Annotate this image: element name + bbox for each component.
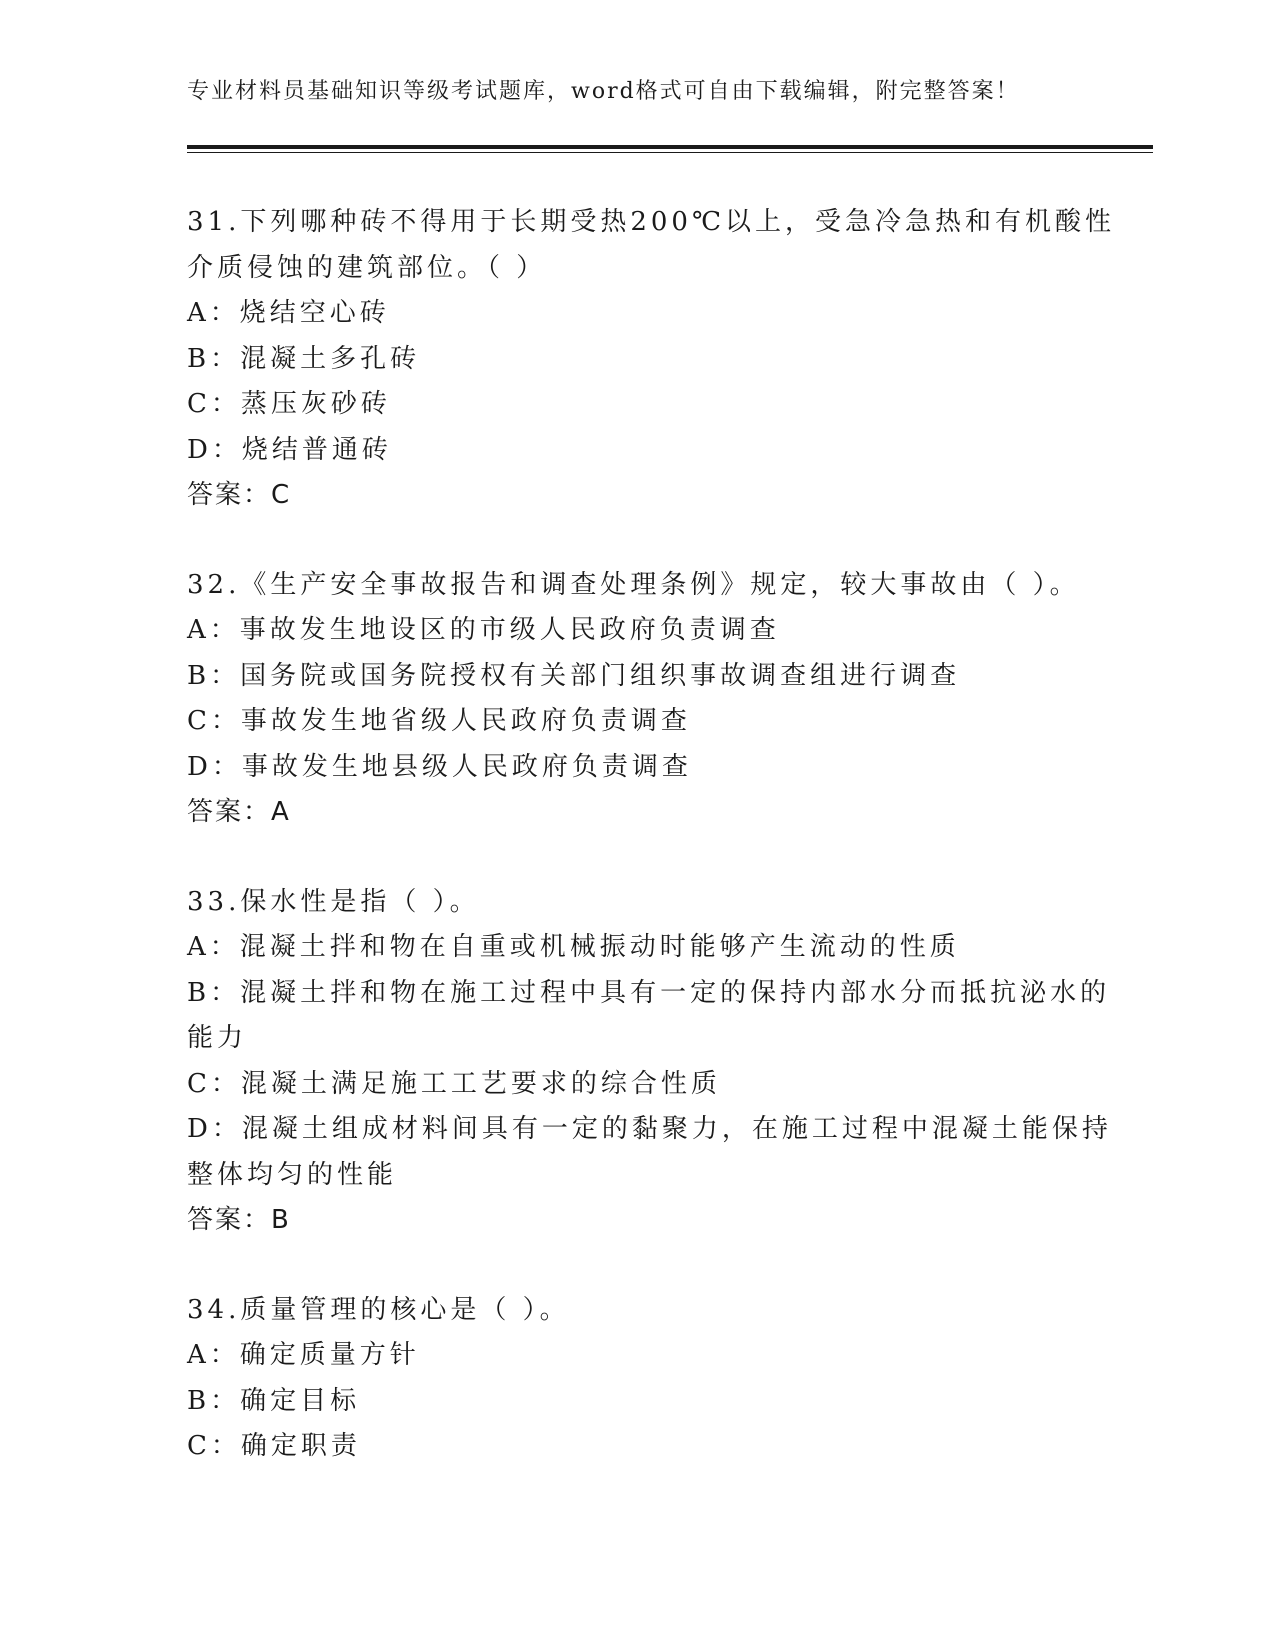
option-a: A：烧结空心砖 bbox=[187, 298, 390, 328]
option-b: B：混凝土拌和物在施工过程中具有一定的保持内部水分而抵抗泌水的 bbox=[187, 977, 1111, 1008]
option-a: A：事故发生地设区的市级人民政府负责调查 bbox=[187, 615, 780, 645]
option-d-continued: 整体均匀的性能 bbox=[187, 1159, 398, 1190]
question-stem: 33.保水性是指（ ）。 bbox=[187, 886, 480, 917]
option-d: D：烧结普通砖 bbox=[187, 434, 392, 465]
question-33 bbox=[187, 880, 1112, 1244]
option-c: C：事故发生地省级人民政府负责调查 bbox=[187, 706, 691, 736]
option-a: A：确定质量方针 bbox=[187, 1340, 420, 1370]
question-32 bbox=[187, 563, 1087, 836]
question-stem: 31.下列哪种砖不得用于长期受热200℃以上，受急冷急热和有机酸性 bbox=[187, 207, 1116, 237]
question-stem: 32.《生产安全事故报告和调查处理条例》规定，较大事故由（ ）。 bbox=[187, 569, 1080, 600]
option-d: D：事故发生地县级人民政府负责调查 bbox=[187, 751, 692, 782]
page-header: 专业材料员基础知识等级考试题库，word格式可自由下载编辑，附完整答案！ bbox=[187, 79, 1020, 104]
option-b: B：确定目标 bbox=[187, 1385, 361, 1416]
option-d: D：混凝土组成材料间具有一定的黏聚力，在施工过程中混凝土能保持 bbox=[187, 1114, 1112, 1144]
question-stem: 介质侵蚀的建筑部位。（ ） bbox=[187, 252, 547, 283]
answer-label: 答案：C bbox=[187, 480, 292, 510]
option-c: C：混凝土满足施工工艺要求的综合性质 bbox=[187, 1068, 721, 1099]
option-b-continued: 能力 bbox=[187, 1023, 248, 1053]
question-31 bbox=[187, 200, 1116, 519]
header-rule-thin bbox=[187, 152, 1153, 153]
option-b: B：国务院或国务院授权有关部门组织事故调查组进行调查 bbox=[187, 660, 961, 691]
question-34 bbox=[187, 1288, 1087, 1470]
answer-label: 答案：A bbox=[187, 797, 291, 827]
option-c: C：蒸压灰砂砖 bbox=[187, 389, 391, 419]
answer-label: 答案：B bbox=[187, 1205, 291, 1235]
question-stem: 34.质量管理的核心是（ ）。 bbox=[187, 1294, 570, 1325]
option-a: A：混凝土拌和物在自重或机械振动时能够产生流动的性质 bbox=[187, 932, 960, 962]
question-list bbox=[187, 200, 1116, 1514]
header-rule-thick bbox=[187, 145, 1153, 149]
option-b: B：混凝土多孔砖 bbox=[187, 343, 421, 374]
option-c: C：确定职责 bbox=[187, 1431, 361, 1461]
